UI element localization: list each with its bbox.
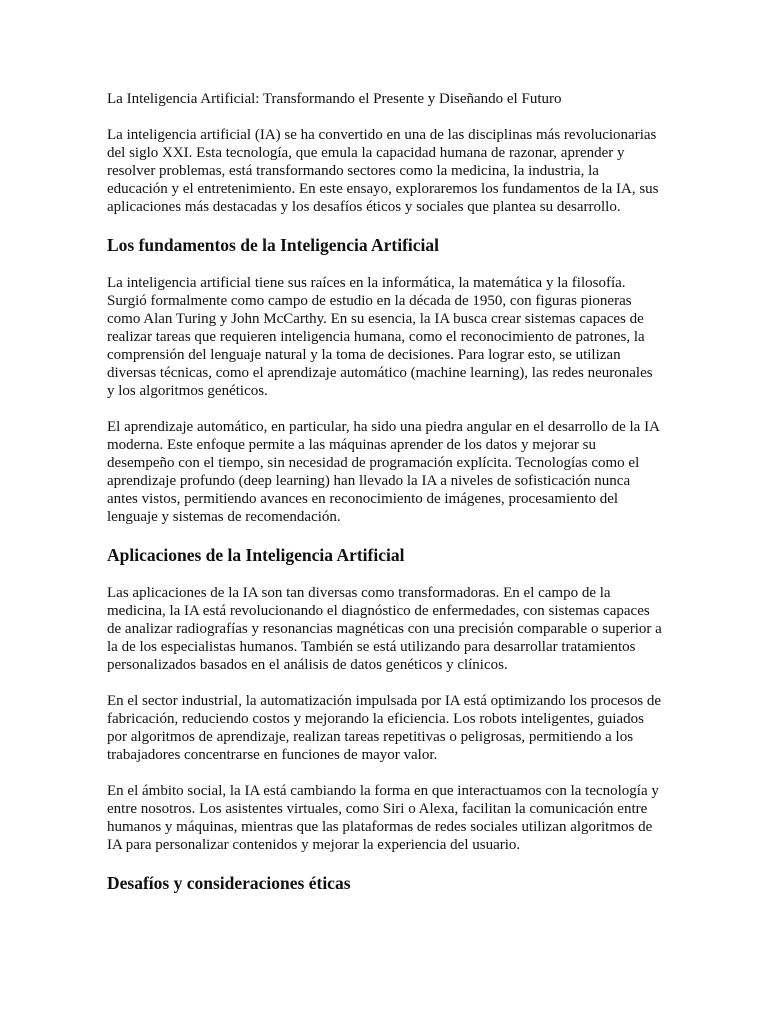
section-heading-aplicaciones: Aplicaciones de la Inteligencia Artificial [107, 545, 405, 565]
document-title: La Inteligencia Artificial: Transformando el Presente y Diseñando el Futuro [107, 91, 562, 107]
section-heading-fundamentos: Los fundamentos de la Inteligencia Artificial [107, 235, 440, 255]
paragraph: En el ámbito social, la IA está cambiando la forma en que interactuamos con la tecnología y entre nosotros. Los asistentes virtuales, como Siri o Alexa, facilitan la comunicación entre humanos y máquinas, mientras que las plataformas de redes sociales utilizan algoritmos de IA para personalizar contenidos y mejorar la experiencia del usuario. [107, 783, 659, 853]
paragraph: El aprendizaje automático, en particular, ha sido una piedra angular en el desarrollo de la IA moderna. Este enfoque permite a las máquinas aprender de los datos y mejorar su desempeño con el tiempo, sin necesidad de programación explícita. Tecnologías como el aprendizaje profundo (deep learning) han llevado la IA a niveles de sofisticación nunca antes vistos, permitiendo avances en reconocimiento de imágenes, procesamiento del lenguaje y sistemas de recomendación. [107, 419, 660, 525]
document-page [107, 90, 663, 912]
paragraph: En el sector industrial, la automatización impulsada por IA está optimizando los procesos de fabricación, reduciendo costos y mejorando la eficiencia. Los robots inteligentes, guiados por algoritmos de aprendizaje, realizan tareas repetitivas o peligrosas, permitiendo a los trabajadores concentrarse en funciones de mayor valor. [107, 693, 662, 763]
paragraph: Las aplicaciones de la IA son tan diversas como transformadoras. En el campo de la medicina, la IA está revolucionando el diagnóstico de enfermedades, con sistemas capaces de analizar radiografías y resonancias magnéticas con una precisión comparable o superior a la de los especialistas humanos. También se está utilizando para desarrollar tratamientos personalizados basados en el análisis de datos genéticos y clínicos. [107, 585, 662, 673]
paragraph: La inteligencia artificial tiene sus raíces en la informática, la matemática y la filosofía. Surgió formalmente como campo de estudio en la década de 1950, con figuras pioneras como Alan Turing y John McCarthy. En su esencia, la IA busca crear sistemas capaces de realizar tareas que requieren inteligencia humana, como el reconocimiento de patrones, la comprensión del lenguaje natural y la toma de decisiones. Para lograr esto, se utilizan diversas técnicas, como el aprendizaje automático (machine learning), las redes neuronales y los algoritmos genéticos. [107, 275, 653, 399]
intro-paragraph: La inteligencia artificial (IA) se ha convertido en una de las disciplinas más revolucionarias del siglo XXI. Esta tecnología, que emula la capacidad humana de razonar, aprender y resolver problemas, está transformando sectores como la medicina, la industria, la educación y el entretenimiento. En este ensayo, exploraremos los fundamentos de la IA, sus aplicaciones más destacadas y los desafíos éticos y sociales que plantea su desarrollo. [107, 127, 659, 215]
section-heading-desafios: Desafíos y consideraciones éticas [107, 873, 351, 893]
